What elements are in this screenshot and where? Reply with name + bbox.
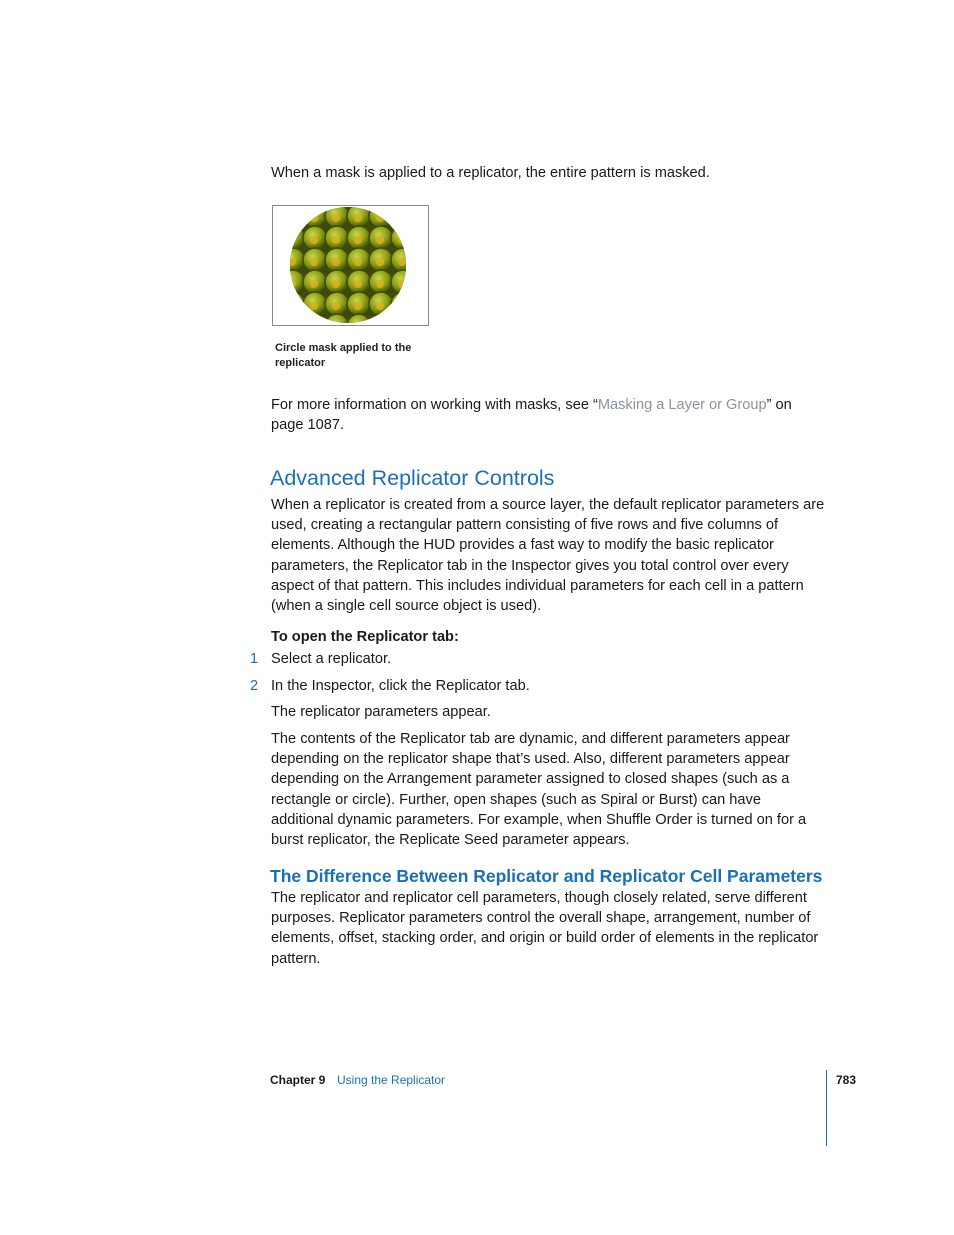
step-2 [250, 676, 530, 696]
replicator-cell [281, 206, 305, 228]
replicator-cell [391, 292, 415, 316]
figure-circle-mask [272, 205, 429, 326]
circle-mask-image [273, 206, 428, 325]
replicator-cell-face [398, 324, 406, 325]
footer-rule [826, 1070, 827, 1146]
section-paragraph: When a replicator is created from a source layer, the default replicator parameters are used, creating a rectangular pattern consisting of five rows and five columns of elements. Although the HUD provides a fast way to modify the basic replicator parameters, the Replicator tab in the Inspector gives you total control over every aspect of that pattern. This includes individual parameters for each cell in a pattern (when a single cell source object is used). [271, 497, 825, 615]
replicator-cell-face [354, 236, 362, 244]
replicator-cell-face [376, 258, 384, 266]
replicator-cell-face [420, 324, 428, 325]
replicator-cell-face [376, 302, 384, 310]
replicator-cell [391, 226, 415, 250]
replicator-cell-face [332, 280, 340, 288]
replicator-cell [413, 314, 428, 325]
replicator-cell [413, 248, 428, 272]
replicator-cell-face [376, 324, 384, 325]
replicator-cell-face [376, 280, 384, 288]
replicator-cell-face [310, 214, 318, 222]
more-info-suffix: ” on page 1087. [271, 397, 792, 434]
replicator-cell [413, 270, 428, 294]
replicator-cell-face [332, 324, 340, 325]
task-heading: To open the Replicator tab: [271, 629, 459, 645]
replicator-cell-face [288, 236, 296, 244]
replicator-cell-face [398, 258, 406, 266]
replicator-cell [391, 314, 415, 325]
replicator-cell-face [398, 214, 406, 222]
footer-chapter-title: Using the Replicator [337, 1073, 446, 1087]
replicator-cell-face [310, 258, 318, 266]
replicator-cell-face [354, 324, 362, 325]
replicator-cell [413, 206, 428, 228]
page-number: 783 [836, 1073, 857, 1087]
replicator-cell-face [398, 302, 406, 310]
replicator-cell-face [354, 280, 362, 288]
replicator-cell-face [332, 302, 340, 310]
step-text: In the Inspector, click the Replicator tab. [271, 678, 530, 694]
replicator-cell-face [332, 236, 340, 244]
replicator-cell-face [376, 236, 384, 244]
subsection-heading: The Difference Between Replicator and Replicator Cell Parameters [270, 866, 823, 886]
section-heading: Advanced Replicator Controls [270, 466, 555, 490]
step-1 [250, 649, 391, 669]
replicator-cell-face [420, 236, 428, 244]
task-paragraph: The contents of the Replicator tab are dynamic, and different parameters appear depending on the replicator shape that’s used. Also, different parameters appear depending on the Arrangement parameter assigned to closed shapes (such as a rectangle or circle). Further, open shapes (such as Spiral or Burst) can have additional dynamic parameters. For example, when Shuffle Order is turned on for a burst replicator, the Replicate Seed parameter appears. [271, 731, 807, 849]
replicator-cell [303, 206, 327, 228]
replicator-cell-face [288, 302, 296, 310]
replicator-cell [413, 292, 428, 316]
replicator-cell-face [420, 214, 428, 222]
replicator-cell-face [310, 302, 318, 310]
replicator-cell-face [310, 236, 318, 244]
footer-chapter: Chapter 9 [270, 1073, 326, 1087]
step-text: Select a replicator. [271, 651, 392, 667]
replicator-cell-face [332, 214, 340, 222]
replicator-cell-face [288, 258, 296, 266]
replicator-cell-face [288, 324, 296, 325]
replicator-cell [391, 206, 415, 228]
step-number: 2 [250, 678, 259, 694]
replicator-cell-face [354, 302, 362, 310]
replicator-cell-face [332, 258, 340, 266]
replicator-cell-face [376, 214, 384, 222]
step-result: The replicator parameters appear. [271, 704, 491, 720]
replicator-cell-face [288, 280, 296, 288]
replicator-cell [281, 226, 305, 250]
figure-caption: Circle mask applied to the replicator [275, 342, 412, 369]
replicator-cell-face [398, 236, 406, 244]
replicator-cell [369, 206, 393, 228]
replicator-cell-face [354, 258, 362, 266]
step-number: 1 [250, 651, 259, 667]
replicator-cell-face [288, 214, 296, 222]
replicator-cell-face [420, 280, 428, 288]
replicator-cell-face [398, 280, 406, 288]
replicator-cell [413, 226, 428, 250]
replicator-cell [281, 314, 305, 325]
replicator-cell-face [420, 258, 428, 266]
subsection-paragraph: The replicator and replicator cell parameters, though closely related, serve different purposes. Replicator parameters control the overall shape, arrangement, number of elements, offset, stacking order, and origin or build order of elements in the replicator pattern. [271, 890, 819, 967]
more-info-paragraph [271, 395, 827, 435]
intro-paragraph: When a mask is applied to a replicator, the entire pattern is masked. [271, 165, 710, 181]
replicator-cell-face [310, 324, 318, 325]
replicator-cell-face [310, 280, 318, 288]
more-info-prefix: For more information on working with masks, see “ [271, 397, 598, 413]
replicator-cell-face [420, 302, 428, 310]
masking-link[interactable]: Masking a Layer or Group [597, 397, 767, 413]
replicator-cell [281, 292, 305, 316]
replicator-cell-face [354, 214, 362, 222]
